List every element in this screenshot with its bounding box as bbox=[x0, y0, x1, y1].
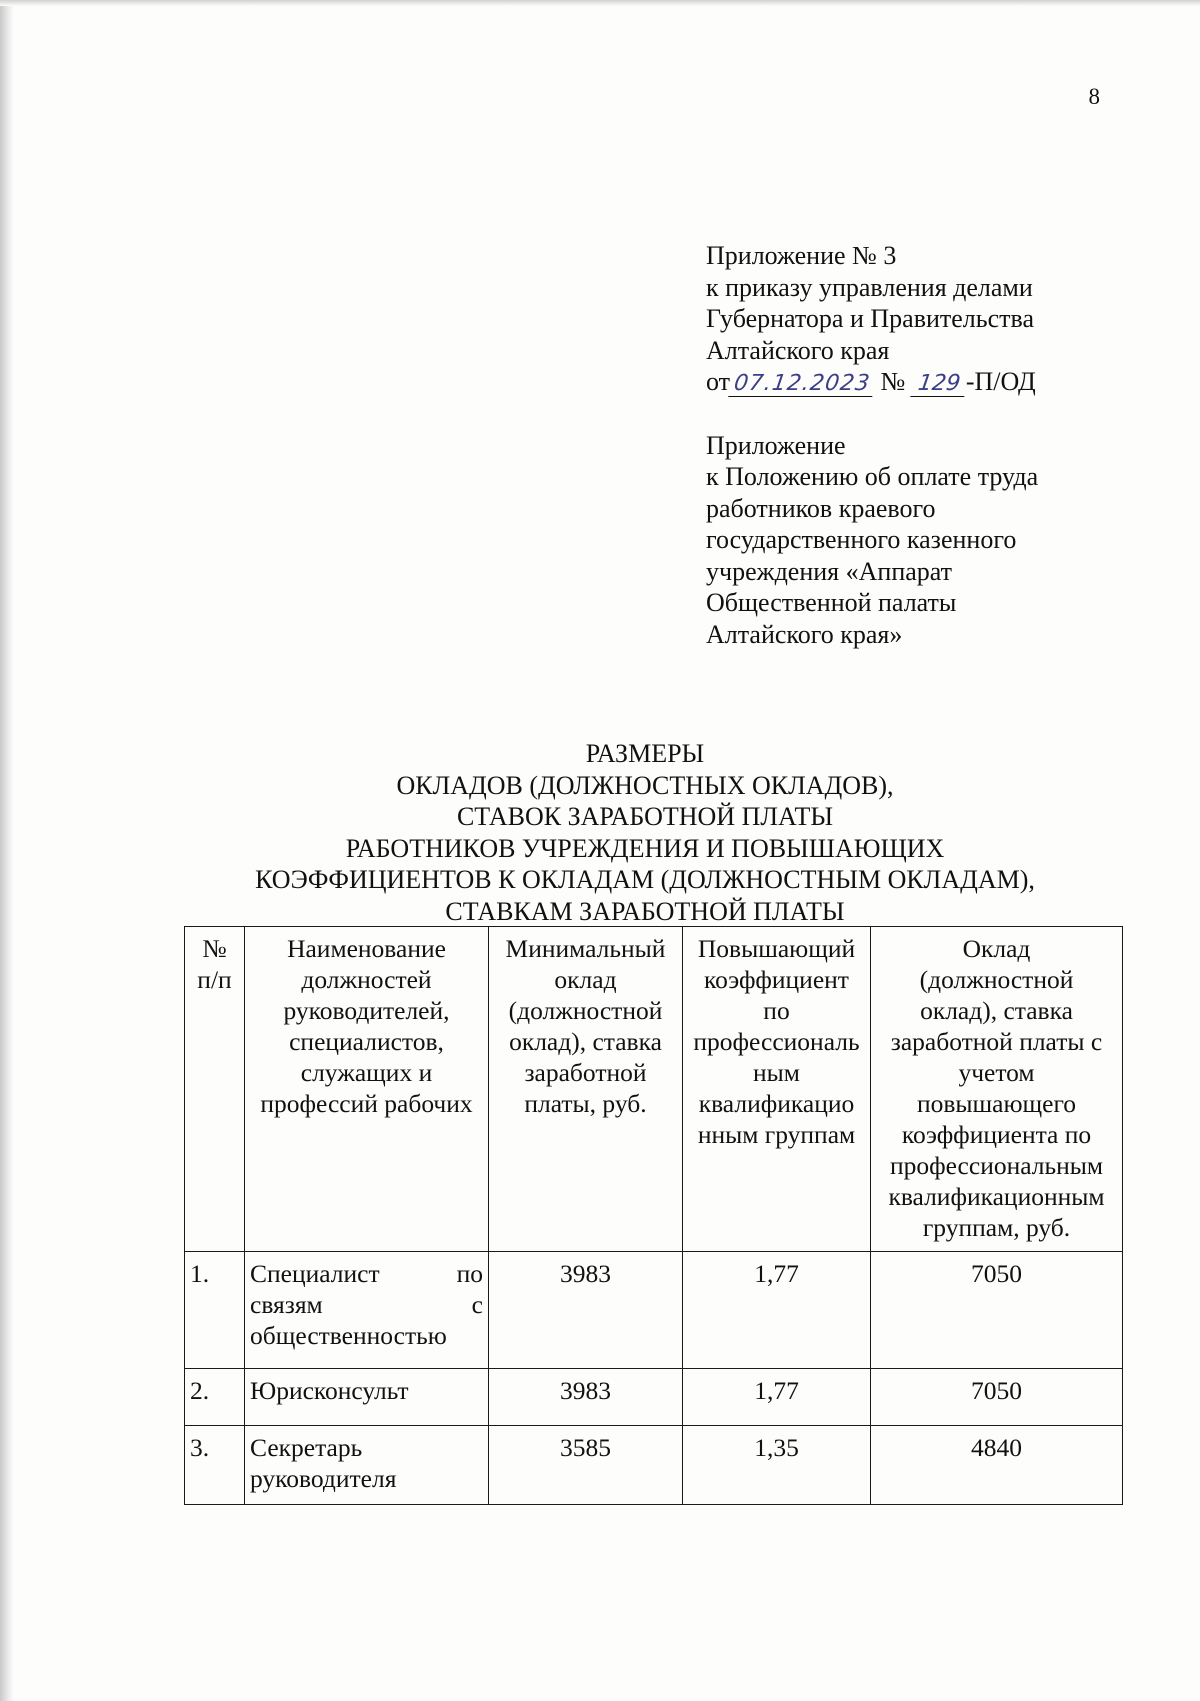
number-sign: № bbox=[880, 367, 906, 396]
title-line: РАЗМЕРЫ bbox=[585, 739, 705, 768]
cell-coefficient: 1,77 bbox=[683, 1252, 871, 1369]
cell-min-salary: 3585 bbox=[489, 1426, 683, 1505]
attachment-line: работников краевого bbox=[706, 493, 936, 523]
title-line: КОЭФФИЦИЕНТОВ К ОКЛАДАМ (ДОЛЖНОСТНЫМ ОКЛАДАМ), bbox=[255, 865, 1035, 894]
appendix-line: к приказу управления делами bbox=[706, 272, 1033, 302]
header-salary: Оклад (должностной оклад), ставка заработной платы с учетом повышающего коэффициента по профессиональным квалификационным группам, руб. bbox=[871, 927, 1123, 1252]
header-position: Наименование должностей руководителей, специалистов, служащих и профессий рабочих bbox=[245, 927, 489, 1252]
document-title bbox=[150, 738, 1140, 927]
title-line: СТАВОК ЗАРАБОТНОЙ ПЛАТЫ bbox=[456, 802, 834, 831]
scan-top-edge bbox=[0, 0, 1200, 6]
salary-table bbox=[184, 926, 1123, 1505]
cell-position: Специалист по связям с общественностью bbox=[245, 1252, 489, 1369]
title-line: ОКЛАДОВ (ДОЛЖНОСТНЫХ ОКЛАДОВ), bbox=[396, 770, 894, 800]
cell-min-salary: 3983 bbox=[489, 1252, 683, 1369]
appendix-line: Алтайского края bbox=[706, 335, 890, 365]
number-suffix: -П/ОД bbox=[965, 367, 1036, 396]
table-header-row bbox=[185, 927, 1123, 1252]
cell-position: Секретарь руководителя bbox=[245, 1426, 489, 1505]
attachment-line: Общественной палаты bbox=[706, 588, 957, 617]
appendix-line: Губернатора и Правительства bbox=[706, 304, 1034, 333]
page-number: 8 bbox=[1088, 84, 1100, 109]
scan-left-edge bbox=[0, 0, 14, 1701]
handwritten-number: 129 bbox=[910, 372, 968, 397]
table-row bbox=[185, 1426, 1123, 1505]
appendix-block bbox=[706, 240, 1106, 650]
attachment-line: Приложение bbox=[706, 430, 846, 460]
header-num: № п/п bbox=[185, 927, 245, 1252]
cell-position: Юрисконсульт bbox=[245, 1369, 489, 1426]
table-row bbox=[185, 1369, 1123, 1426]
appendix-order-line bbox=[706, 366, 1106, 398]
attachment-line: государственного казенного bbox=[706, 525, 1017, 554]
table-row bbox=[185, 1252, 1123, 1369]
header-min-salary: Минимальный оклад (должностной оклад), ставка заработной платы, руб. bbox=[489, 927, 683, 1252]
handwritten-date: 07.12.2023 bbox=[728, 372, 876, 397]
cell-min-salary: 3983 bbox=[489, 1369, 683, 1426]
cell-num: 1. bbox=[185, 1252, 245, 1369]
cell-coefficient: 1,77 bbox=[683, 1369, 871, 1426]
cell-salary: 4840 bbox=[871, 1426, 1123, 1505]
title-line: РАБОТНИКОВ УЧРЕЖДЕНИЯ И ПОВЫШАЮЩИХ bbox=[345, 833, 945, 863]
appendix-line: Приложение № 3 bbox=[706, 241, 897, 270]
cell-salary: 7050 bbox=[871, 1369, 1123, 1426]
attachment-line: к Положению об оплате труда bbox=[706, 462, 1039, 491]
cell-num: 2. bbox=[185, 1369, 245, 1426]
attachment-line: учреждения «Аппарат bbox=[706, 556, 953, 586]
cell-num: 3. bbox=[185, 1426, 245, 1505]
date-prefix: от bbox=[706, 367, 731, 396]
attachment-line: Алтайского края» bbox=[706, 619, 903, 649]
cell-salary: 7050 bbox=[871, 1252, 1123, 1369]
title-line: СТАВКАМ ЗАРАБОТНОЙ ПЛАТЫ bbox=[445, 896, 845, 926]
cell-coefficient: 1,35 bbox=[683, 1426, 871, 1505]
header-coefficient: Повышающий коэффициент по профессиональ ным квалификацио нным группам bbox=[683, 927, 871, 1252]
